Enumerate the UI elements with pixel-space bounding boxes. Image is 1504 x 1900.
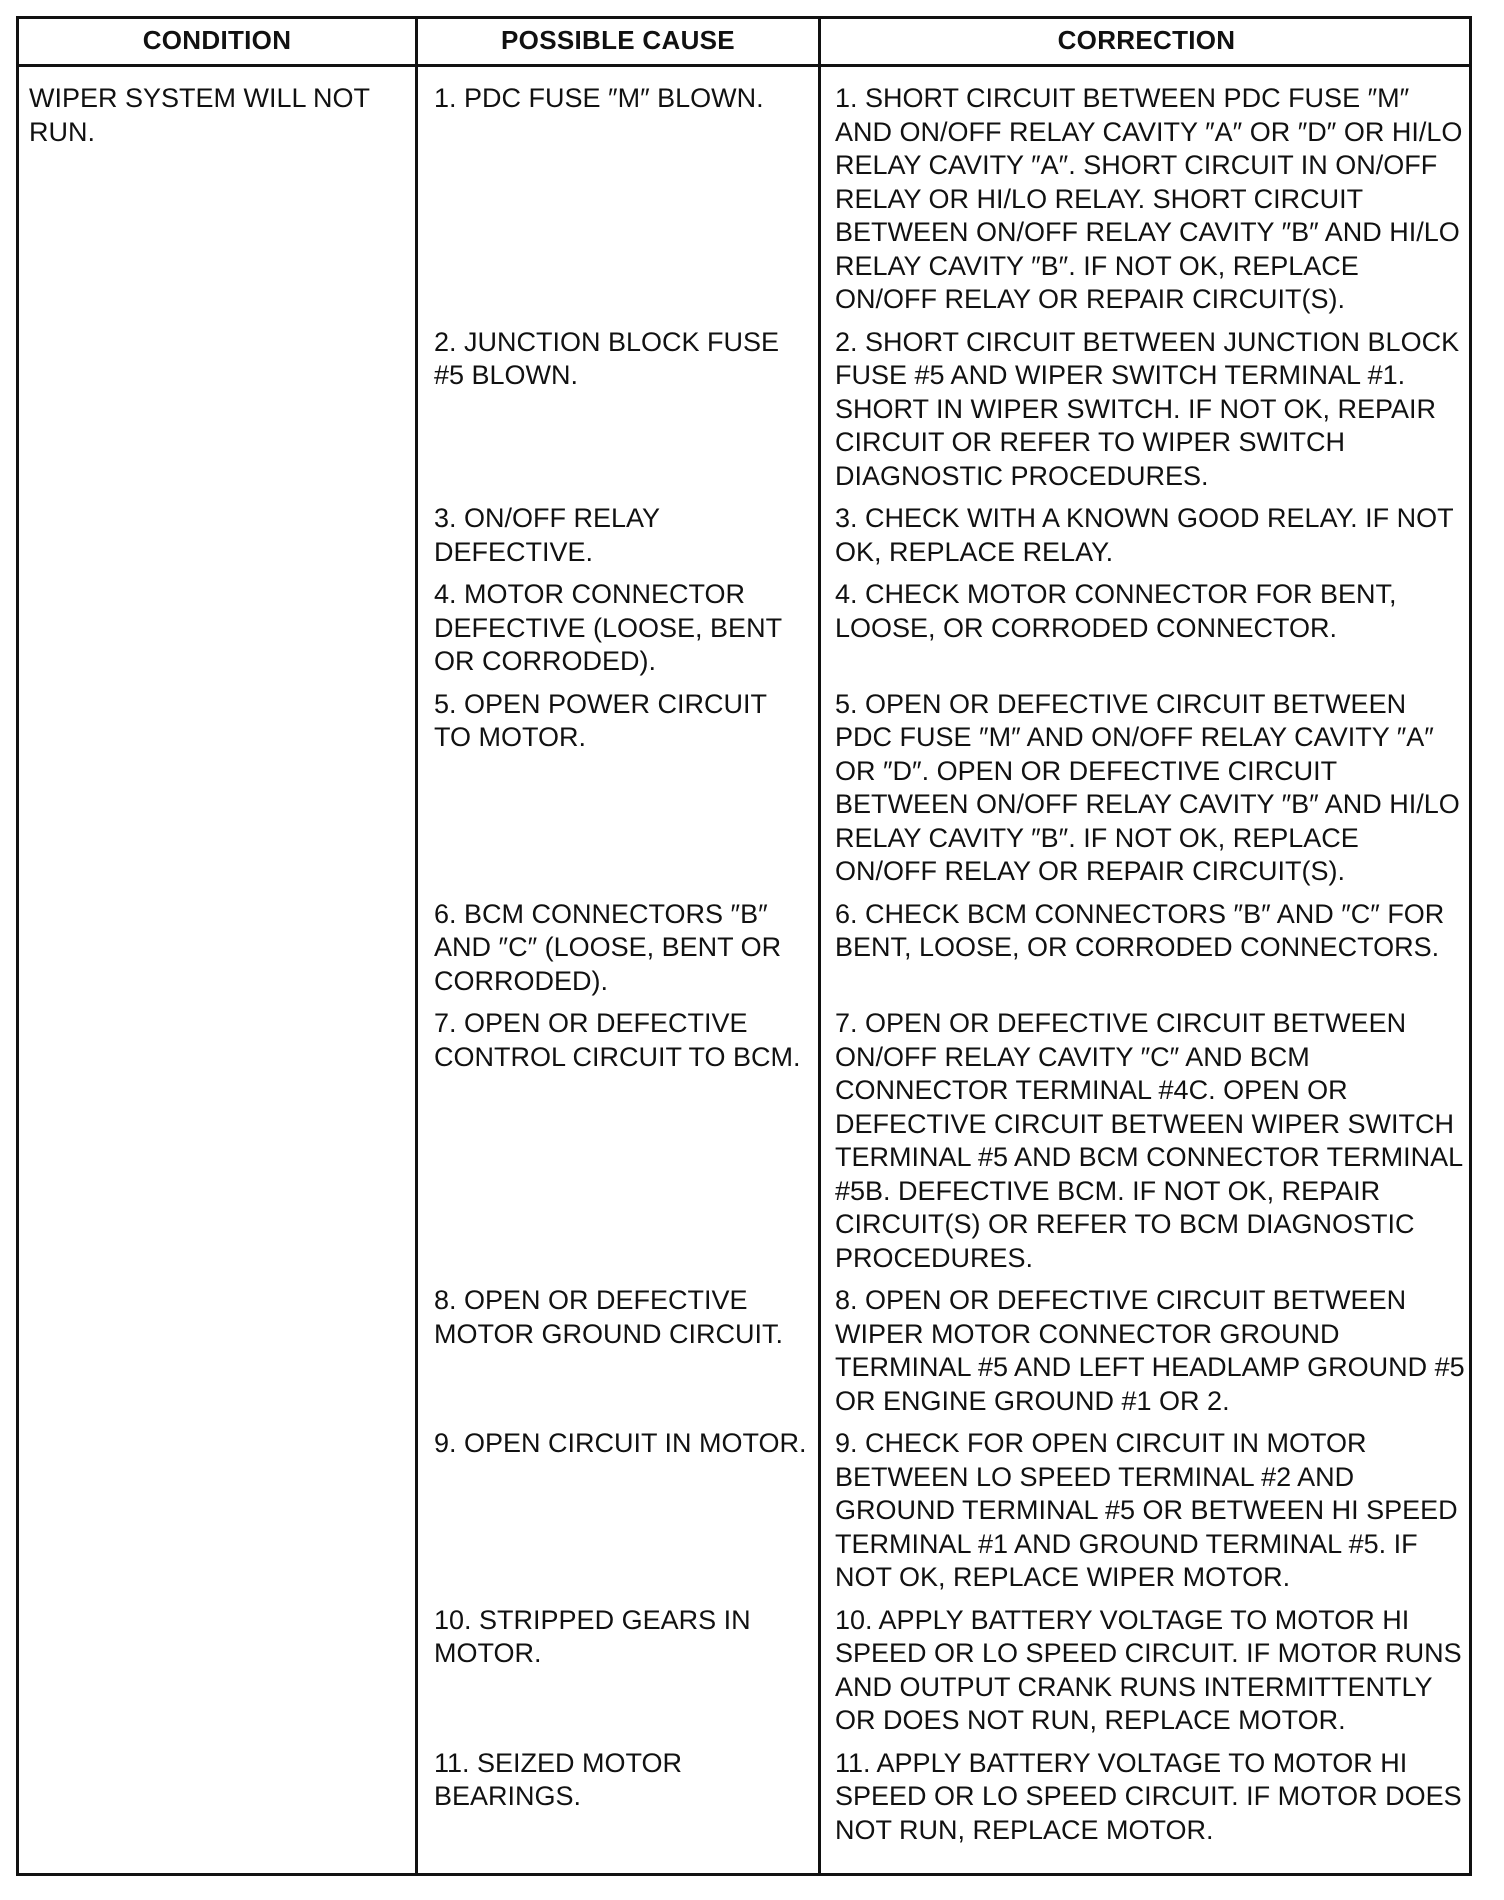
table-row	[418, 502, 1472, 569]
condition-cell: WIPER SYSTEM WILL NOT RUN.	[29, 83, 370, 147]
table-row	[418, 578, 1472, 679]
correction-cell: 1. SHORT CIRCUIT BETWEEN PDC FUSE ″M″ AND ON/OFF RELAY CAVITY ″A″ OR ″D″ OR HI/LO RELAY CAVITY ″A″. SHORT CIRCUIT IN ON/OFF RELAY OR HI/LO RELAY. SHORT CIRCUIT BETWEEN ON/OFF RELAY CAVITY ″B″ AND HI/LO RELAY CAVITY ″B″. IF NOT OK, REPLACE ON/OFF RELAY OR REPAIR CIRCUIT(S).	[835, 83, 1463, 314]
table-row	[418, 326, 1472, 494]
correction-cell: 9. CHECK FOR OPEN CIRCUIT IN MOTOR BETWEEN LO SPEED TERMINAL #2 AND GROUND TERMINAL #5 OR BETWEEN HI SPEED TERMINAL #1 AND GROUND TERMINAL #5. IF NOT OK, REPLACE WIPER MOTOR.	[835, 1428, 1458, 1592]
cause-cell: 9. OPEN CIRCUIT IN MOTOR.	[434, 1428, 807, 1458]
correction-cell: 10. APPLY BATTERY VOLTAGE TO MOTOR HI SPEED OR LO SPEED CIRCUIT. IF MOTOR RUNS AND OUTPUT CRANK RUNS INTERMITTENTLY OR DOES NOT RUN, REPLACE MOTOR.	[835, 1604, 1462, 1735]
correction-cell: 7. OPEN OR DEFECTIVE CIRCUIT BETWEEN ON/OFF RELAY CAVITY ″C″ AND BCM CONNECTOR TERMINAL #4C. OPEN OR DEFECTIVE CIRCUIT BETWEEN WIPER SWITCH TERMINAL #5 AND BCM CONNECTOR TERMINAL #5B. DEFECTIVE BCM. IF NOT OK, REPAIR CIRCUIT(S) OR REFER TO BCM DIAGNOSTIC PROCEDURES.	[835, 1008, 1463, 1273]
table-row	[418, 898, 1472, 999]
correction-cell: 8. OPEN OR DEFECTIVE CIRCUIT BETWEEN WIPER MOTOR CONNECTOR GROUND TERMINAL #5 AND LEFT HEADLAMP GROUND #5 OR ENGINE GROUND #1 OR 2.	[835, 1285, 1465, 1416]
cause-cell: 3. ON/OFF RELAY DEFECTIVE.	[434, 503, 660, 567]
table-row	[418, 1284, 1472, 1418]
table-row	[418, 1427, 1472, 1595]
cause-cell: 11. SEIZED MOTOR BEARINGS.	[434, 1747, 683, 1811]
header-possible-cause: POSSIBLE CAUSE	[501, 25, 735, 55]
header-divider	[19, 64, 1469, 67]
table-row	[418, 82, 1472, 317]
table-row	[418, 1604, 1472, 1738]
correction-cell: 2. SHORT CIRCUIT BETWEEN JUNCTION BLOCK FUSE #5 AND WIPER SWITCH TERMINAL #1. SHORT IN WIPER SWITCH. IF NOT OK, REPAIR CIRCUIT OR REFER TO WIPER SWITCH DIAGNOSTIC PROCEDURES.	[835, 326, 1460, 491]
cause-cell: 8. OPEN OR DEFECTIVE MOTOR GROUND CIRCUIT.	[434, 1285, 783, 1349]
diagnosis-table	[16, 16, 1472, 1876]
cause-cell: 5. OPEN POWER CIRCUIT TO MOTOR.	[434, 688, 767, 752]
cause-cell: 7. OPEN OR DEFECTIVE CONTROL CIRCUIT TO BCM.	[434, 1008, 801, 1072]
table-row	[418, 1007, 1472, 1275]
cause-cell: 6. BCM CONNECTORS ″B″ AND ″C″ (LOOSE, BENT OR CORRODED).	[434, 898, 782, 996]
correction-cell: 11. APPLY BATTERY VOLTAGE TO MOTOR HI SPEED OR LO SPEED CIRCUIT. IF MOTOR DOES NOT RUN, REPLACE MOTOR.	[835, 1747, 1462, 1845]
table-row	[418, 688, 1472, 889]
cause-cell: 1. PDC FUSE ″M″ BLOWN.	[434, 83, 764, 113]
correction-cell: 6. CHECK BCM CONNECTORS ″B″ AND ″C″ FOR BENT, LOOSE, OR CORRODED CONNECTORS.	[835, 898, 1445, 962]
correction-cell: 3. CHECK WITH A KNOWN GOOD RELAY. IF NOT OK, REPLACE RELAY.	[835, 503, 1454, 567]
correction-cell: 4. CHECK MOTOR CONNECTOR FOR BENT, LOOSE, OR CORRODED CONNECTOR.	[835, 579, 1397, 643]
cause-cell: 4. MOTOR CONNECTOR DEFECTIVE (LOOSE, BENT OR CORRODED).	[434, 579, 782, 676]
table-body	[418, 82, 1472, 1856]
correction-cell: 5. OPEN OR DEFECTIVE CIRCUIT BETWEEN PDC FUSE ″M″ AND ON/OFF RELAY CAVITY ″A″ OR ″D″. OPEN OR DEFECTIVE CIRCUIT BETWEEN ON/OFF RELAY CAVITY ″B″ AND HI/LO RELAY CAVITY ″B″. IF NOT OK, REPLACE ON/OFF RELAY OR REPAIR CIRCUIT(S).	[835, 688, 1460, 886]
header-condition: CONDITION	[142, 25, 292, 55]
cause-cell: 10. STRIPPED GEARS IN MOTOR.	[434, 1604, 751, 1668]
cause-cell: 2. JUNCTION BLOCK FUSE #5 BLOWN.	[434, 326, 780, 390]
header-correction: CORRECTION	[1057, 25, 1236, 55]
table-row	[418, 1747, 1472, 1848]
